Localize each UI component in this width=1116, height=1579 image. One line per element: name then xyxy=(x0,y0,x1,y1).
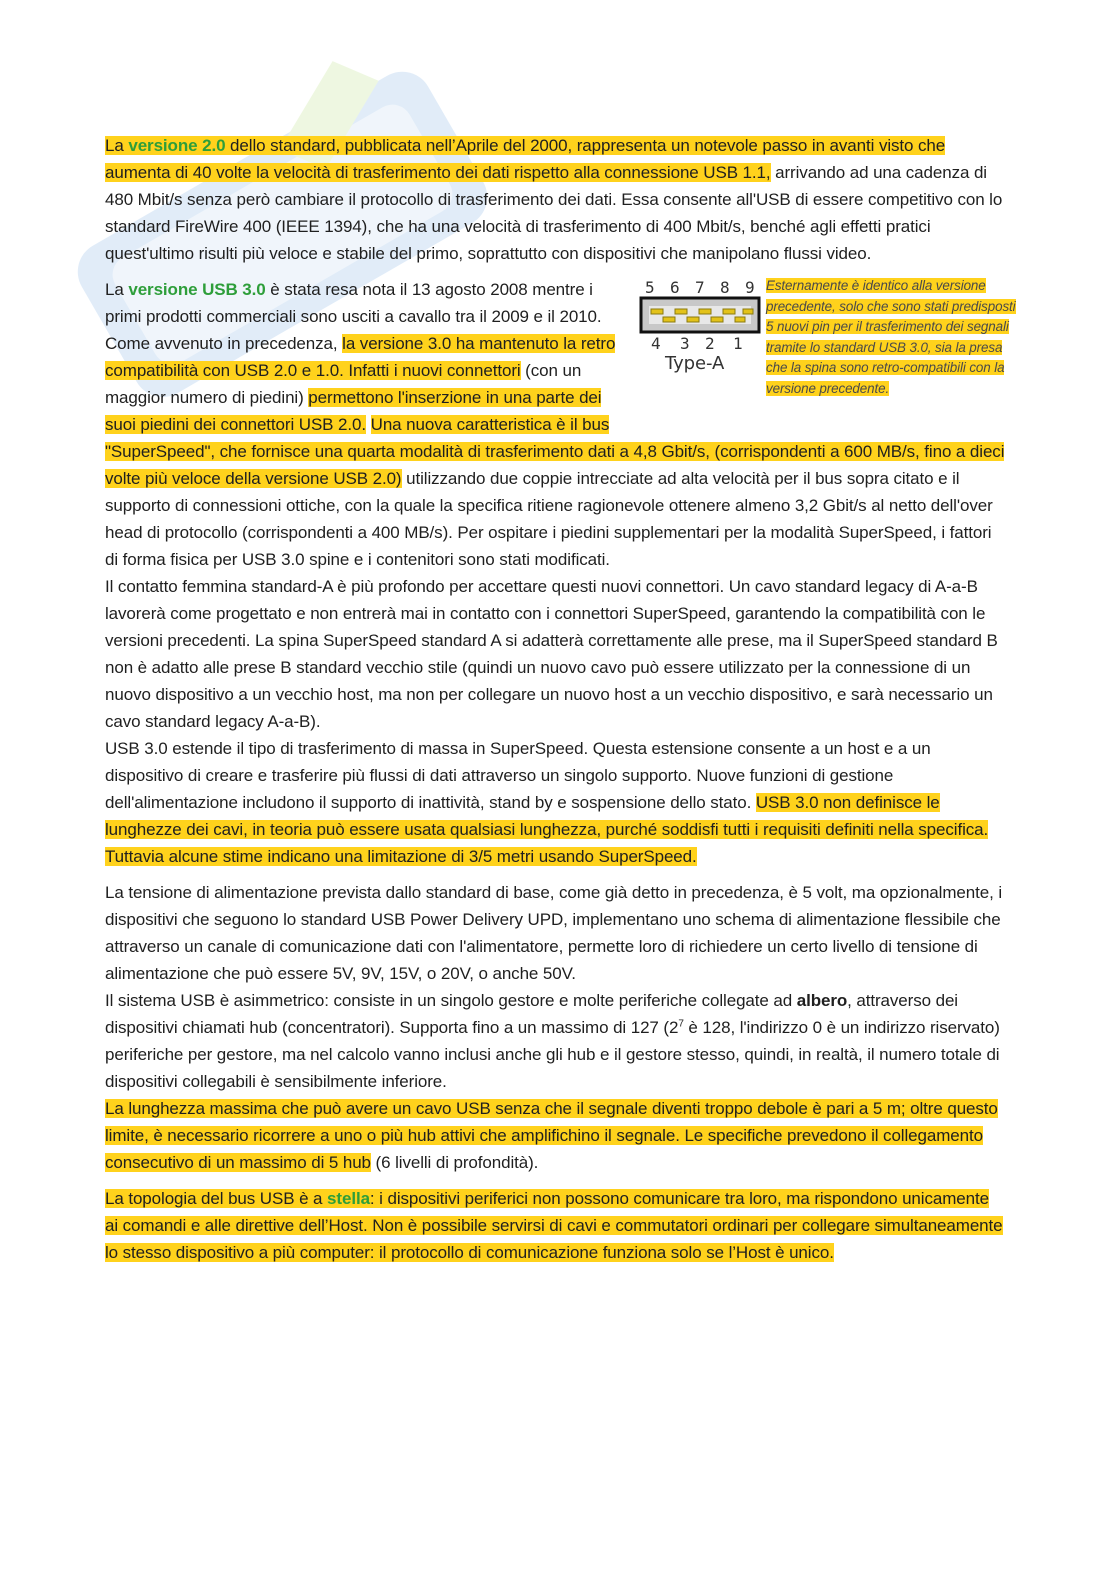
pin-label: 1 xyxy=(733,334,743,353)
usb-type-a-diagram xyxy=(635,276,765,374)
paragraph-connectors: Il contatto femmina standard-A è più profondo per accettare questi nuovi connettori. Un cavo standard legacy di A-a-B lavorerà come progettato e non entrerà mai in contatto con i connettori SuperSpeed, garantendo la compatibilità con le versioni precedenti. La spina SuperSpeed standard A si adatterà correttamente alle prese, ma il SuperSpeed standard B non è adatto alle prese B standard vecchio stile (quindi un nuovo cavo può essere utilizzato per la connessione di un nuovo dispositivo a un vecchio host, ma non per collegare un nuovo host a un vecchio dispositivo, e sarà necessario un cavo standard legacy A-a-B). xyxy=(105,577,998,731)
pin-label: 3 xyxy=(680,334,690,353)
paragraph-superspeed: USB 3.0 estende il tipo di trasferimento di massa in SuperSpeed. Questa estensione consente a un host e a un dispositivo di creare e trasferire più flussi di dati attraverso un singolo supporto. Nuove funzioni di gestione dell'alimentazione includono il supporto di inattività, stand by e sospensione dello stato. USB 3.0 non definisce le lunghezze dei cavi, in teoria può essere usata qualsiasi lunghezza, purché soddisfi tutti i requisiti definiti nella specifica. Tuttavia alcune stime indicano una limitazione di 3/5 metri usando SuperSpeed. xyxy=(105,739,989,866)
pin-label: 6 xyxy=(670,278,680,297)
term-stella: stella xyxy=(327,1189,370,1208)
connector-type-label: Type-A xyxy=(665,353,725,374)
document-body xyxy=(105,132,1016,1266)
pin-label: 7 xyxy=(695,278,705,297)
section-usb30 xyxy=(105,276,1016,573)
figure-caption: Esternamente è identico alla versione precedente, solo che sono stati predisposti 5 nuovi pin per il trasferimento dei segnali tramite lo standard USB 3.0, sia la presa che la spina sono retro-compatibili con la versione precedente. xyxy=(766,278,1016,396)
pin-contact xyxy=(723,309,735,314)
paragraph-topology-tree: Il sistema USB è asimmetrico: consiste in un singolo gestore e molte periferiche collegate ad albero, attraverso dei dispositivi chiamati hub (concentratori). Supporta fino a un massimo di 127 ($2^7$ è 128, l'indirizzo 0 è un indirizzo riservato) periferiche per gestore, ma nel calcolo vanno inclusi anche gli hub e il gestore stesso, quindi, in realtà, il numero totale di dispositivi collegabili è sensibilmente inferiore. xyxy=(105,991,1000,1091)
pin-contact xyxy=(743,309,753,314)
pin-contact xyxy=(711,317,723,322)
pin-contact xyxy=(651,309,663,314)
paragraph-power: La tensione di alimentazione prevista dallo standard di base, come già detto in precedenza, è 5 volt, ma opzionalmente, i dispositivi che seguono lo standard USB Power Delivery UPD, implementano uno schema di alimentazione flessibile che attraverso un canale di comunicazione dati con l'alimentatore, permette loro di richiedere un certo livello di tensione di alimentazione che può essere 5V, 9V, 15V, o 20V, o anche 50V. xyxy=(105,883,1003,983)
pin-label: 4 xyxy=(651,334,661,353)
term-version-2-0: versione 2.0 xyxy=(128,136,226,155)
pin-label: 2 xyxy=(705,334,715,353)
paragraph-usb20: La versione 2.0 dello standard, pubblicata nell’Aprile del 2000, rappresenta un notevole passo in avanti visto che aumenta di 40 volte la velocità di trasferimento dei dati rispetto alla connessione USB 1.1, arrivando ad una cadenza di 480 Mbit/s senza però cambiare il protocollo di trasferimento dei dati. Essa consente all'USB di essere competitivo con lo standard FireWire 400 (IEEE 1394), che ha una velocità di trasferimento di 400 Mbit/s, benché agli effetti pratici quest'ultimo risulti più veloce e stabile del primo, soprattutto con dispositivi che manipolano flussi video. xyxy=(105,136,1003,263)
pin-label: 8 xyxy=(720,278,730,297)
pin-label: 5 xyxy=(645,278,655,297)
pin-contact xyxy=(675,309,687,314)
paragraph-cable-length: La lunghezza massima che può avere un cavo USB senza che il segnale diventi troppo debole è pari a 5 m; oltre questo limite, è necessario ricorrere a uno o più hub attivi che amplifichino il segnale. Le specifiche prevedono il collegamento consecutivo di un massimo di 5 hub (6 livelli di profondità). xyxy=(105,1099,998,1172)
pin-contact xyxy=(687,317,699,322)
pin-label: 9 xyxy=(745,278,755,297)
paragraph-star-topology: La topologia del bus USB è a stella: i dispositivi periferici non possono comunicare tra loro, ma rispondono unicamente ai comandi e alle direttive dell’Host. Non è possibile servirsi di cavi e commutatori ordinari per collegare simultaneamente lo stesso dispositivo a più computer: il protocollo di comunicazione funziona solo se l’Host è unico. xyxy=(105,1189,1003,1262)
term-version-usb-3-0: versione USB 3.0 xyxy=(128,280,266,299)
pin-contact xyxy=(663,317,675,322)
usb-figure xyxy=(635,276,1016,418)
term-albero: albero xyxy=(796,991,848,1010)
pin-contact xyxy=(699,309,711,314)
paragraph-usb30: La versione USB 3.0 è stata resa nota il 13 agosto 2008 mentre i primi prodotti commerciali sono usciti a cavallo tra il 2009 e il 2010. Come avvenuto in precedenza, la versione 3.0 ha mantenuto la retro compatibilità con USB 2.0 e 1.0. Infatti i nuovi connettori (con un maggior numero di piedini) permettono l'inserzione in una parte dei suoi piedini dei connettori USB 2.0. Una nuova caratteristica è il bus "SuperSpeed", che fornisce una quarta modalità di trasferimento dati a 4,8 Gbit/s, (corrispondenti a 600 MB/s, fino a dieci volte più veloce della versione USB 2.0) utilizzando due coppie intrecciate ad alta velocità per il bus sopra citato e il supporto di connessioni ottiche, con la quale la specifica ritiene ragionevole ottenere almeno 3,2 Gbit/s al netto dell'over head di protocollo (corrispondenti a 400 MB/s). Per ospitare i piedini supplementari per la modalità SuperSpeed, i fattori di forma fisica per USB 3.0 spine e i contenitori sono stati modificati. xyxy=(105,280,1005,569)
pin-contact xyxy=(735,317,745,322)
